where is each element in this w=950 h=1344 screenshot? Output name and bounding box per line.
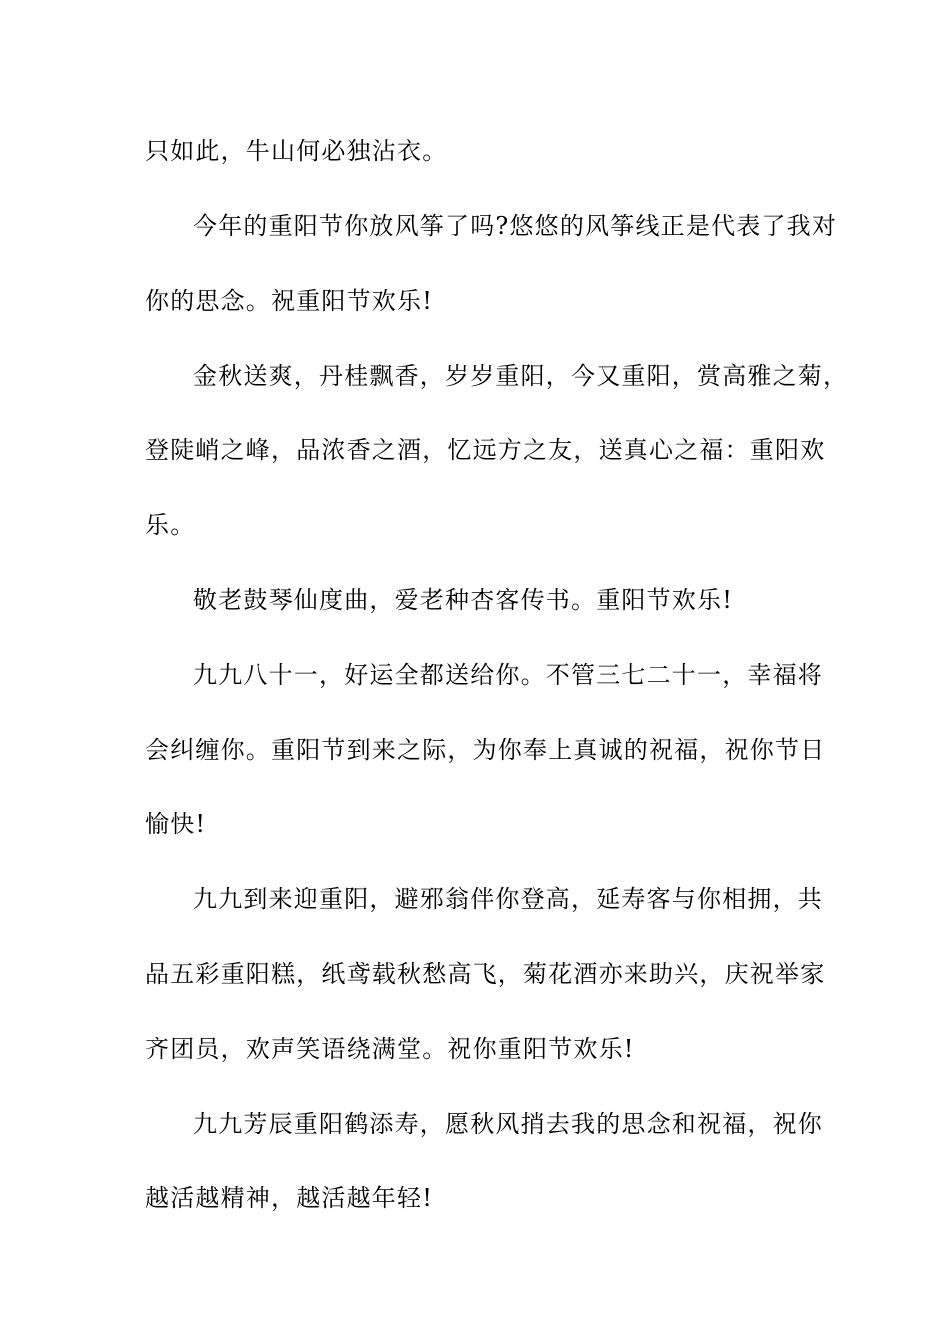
paragraph-first-line: 九九八十一，好运全都送给你。不管三七二十一，幸福将: [193, 661, 823, 689]
text-line: 越活越精神，越活越年轻!: [145, 1184, 434, 1212]
text-line: 乐。: [145, 511, 196, 539]
text-line: 会纠缠你。重阳节到来之际，为你奉上真诚的祝福，祝你节日: [145, 736, 826, 764]
text-line: 品五彩重阳糕，纸鸢载秋愁高飞，菊花酒亦来助兴，庆祝举家: [145, 960, 826, 988]
paragraph-first-line: 今年的重阳节你放风筝了吗?悠悠的风筝线正是代表了我对: [193, 212, 838, 240]
paragraph-first-line: 金秋送爽，丹桂飘香，岁岁重阳，今又重阳，赏高雅之菊，: [193, 362, 849, 390]
paragraph-first-line: 敬老鼓琴仙度曲，爱老种杏客传书。重阳节欢乐!: [193, 586, 734, 614]
text-line: 你的思念。祝重阳节欢乐!: [145, 287, 434, 315]
text-line: 愉快!: [145, 810, 207, 838]
text-line: 只如此，牛山何必独沾衣。: [145, 137, 448, 165]
text-line: 登陡峭之峰，品浓香之酒，忆远方之友，送真心之福：重阳欢: [145, 436, 826, 464]
paragraph-first-line: 九九芳辰重阳鹤添寿，愿秋风捎去我的思念和祝福，祝你: [193, 1110, 823, 1138]
paragraph-first-line: 九九到来迎重阳，避邪翁伴你登高，延寿客与你相拥，共: [193, 885, 823, 913]
text-line: 齐团员，欢声笑语绕满堂。祝你重阳节欢乐!: [145, 1035, 635, 1063]
